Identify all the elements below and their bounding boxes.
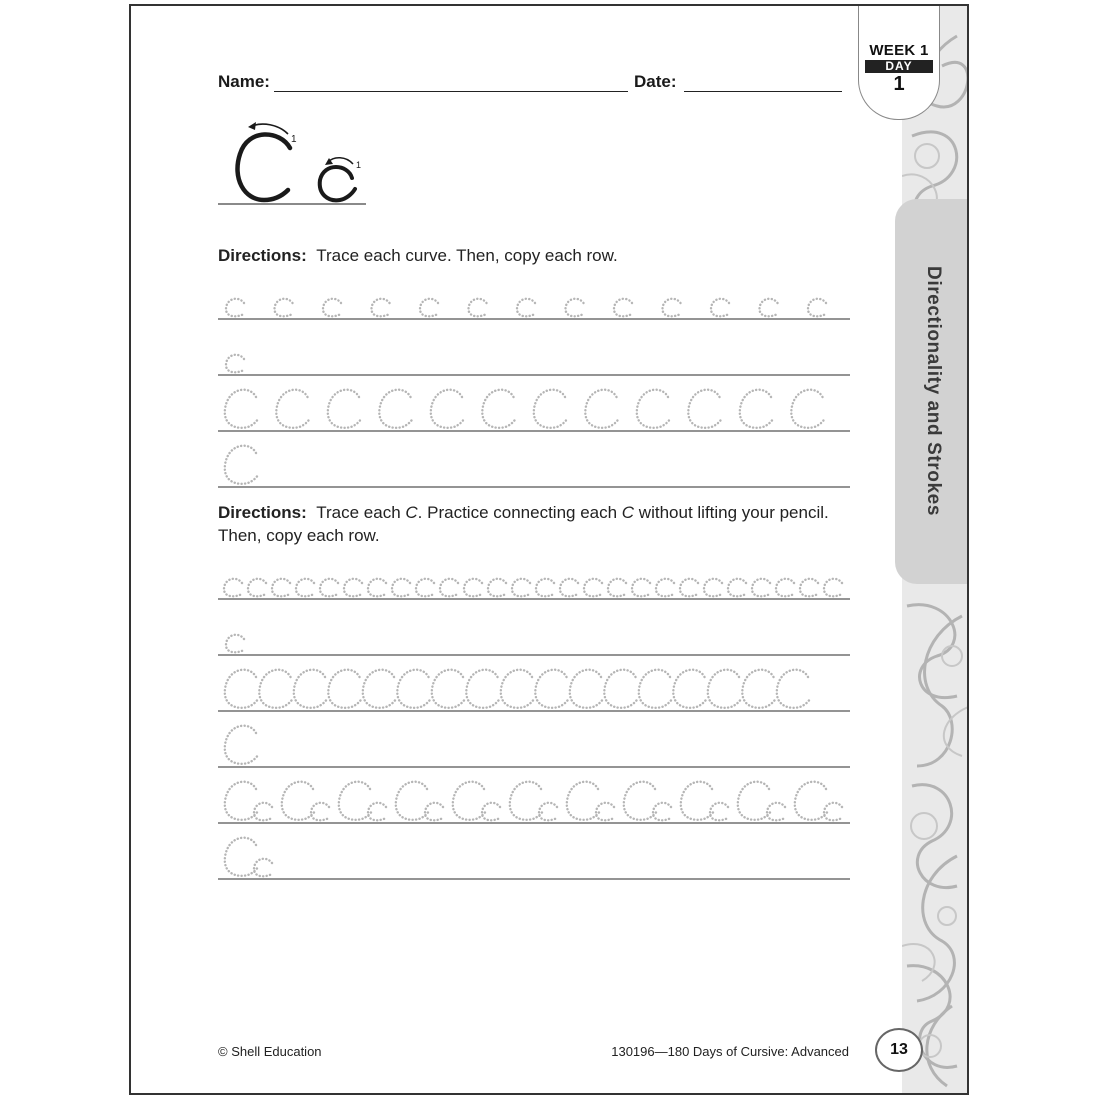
copy-lowercase-c <box>226 635 244 653</box>
trace-uppercase-c <box>276 390 309 428</box>
directions-1-label: Directions: <box>218 246 307 265</box>
practice-rows <box>218 286 858 886</box>
directions-1 <box>218 244 838 267</box>
trace-lowercase-c <box>517 299 535 317</box>
model-stroke-number-upper: 1 <box>291 134 297 145</box>
trace-lowercase-c <box>566 299 584 317</box>
date-line <box>684 91 842 92</box>
trace-connected-cc-pairs <box>225 782 842 821</box>
trace-uppercase-c <box>791 390 824 428</box>
trace-lowercase-c <box>711 299 729 317</box>
copy-lowercase-c <box>226 355 244 373</box>
directions-1-text: Trace each curve. Then, copy each row. <box>316 246 618 265</box>
trace-uppercase-c <box>482 390 515 428</box>
directions-2-label: Directions: <box>218 503 307 522</box>
name-date-header <box>218 72 842 96</box>
trace-lowercase-c <box>760 299 778 317</box>
trace-lowercase-c <box>226 299 244 317</box>
date-label: Date: <box>634 72 677 91</box>
side-tab-label: Directionality and Strokes <box>923 265 944 517</box>
copy-uppercase-c <box>225 726 258 764</box>
copy-cc-pair <box>225 838 272 877</box>
model-letters <box>218 116 378 216</box>
week-label: WEEK 1 <box>869 42 929 59</box>
footer-copyright: © Shell Education <box>218 1044 322 1059</box>
section-side-tab <box>895 199 969 584</box>
trace-lowercase-c <box>372 299 390 317</box>
trace-lowercase-c <box>323 299 341 317</box>
trace-uppercase-c <box>740 390 773 428</box>
day-number: 1 <box>893 73 905 95</box>
model-uppercase-arrowhead <box>248 122 256 130</box>
trace-lowercase-c <box>420 299 438 317</box>
trace-lowercase-c <box>614 299 632 317</box>
directions-2-em-1: C <box>405 503 418 522</box>
model-lowercase-c <box>320 167 355 200</box>
directions-2-text-3: without lifting your pencil. Then, copy each row. <box>218 503 829 545</box>
trace-uppercase-c <box>431 390 464 428</box>
directions-2-em-2: C <box>621 503 635 522</box>
trace-connected-uppercase-c <box>225 670 810 708</box>
day-label: DAY <box>865 60 933 73</box>
trace-uppercase-c <box>328 390 361 428</box>
directions-2-text-1: Trace each <box>316 503 406 522</box>
trace-uppercase-c <box>585 390 618 428</box>
trace-lowercase-c <box>663 299 681 317</box>
trace-uppercase-c <box>379 390 412 428</box>
trace-uppercase-c <box>225 390 258 428</box>
week-day-tab <box>858 4 940 120</box>
model-uppercase-c <box>237 134 290 200</box>
copy-uppercase-c <box>225 446 258 484</box>
page-number: 13 <box>875 1028 923 1072</box>
trace-uppercase-c <box>534 390 567 428</box>
footer-book-title: 130196—180 Days of Cursive: Advanced <box>611 1044 849 1059</box>
trace-connected-lowercase-c <box>224 579 842 597</box>
trace-uppercase-c <box>688 390 721 428</box>
worksheet-page <box>129 4 969 1095</box>
trace-lowercase-c <box>469 299 487 317</box>
name-line <box>274 91 628 92</box>
trace-lowercase-c <box>275 299 293 317</box>
trace-lowercase-c <box>808 299 826 317</box>
name-label: Name: <box>218 72 270 91</box>
directions-2-text-2: . Practice connecting each <box>417 503 622 522</box>
trace-uppercase-c <box>637 390 670 428</box>
model-stroke-number-lower: 1 <box>356 160 362 170</box>
